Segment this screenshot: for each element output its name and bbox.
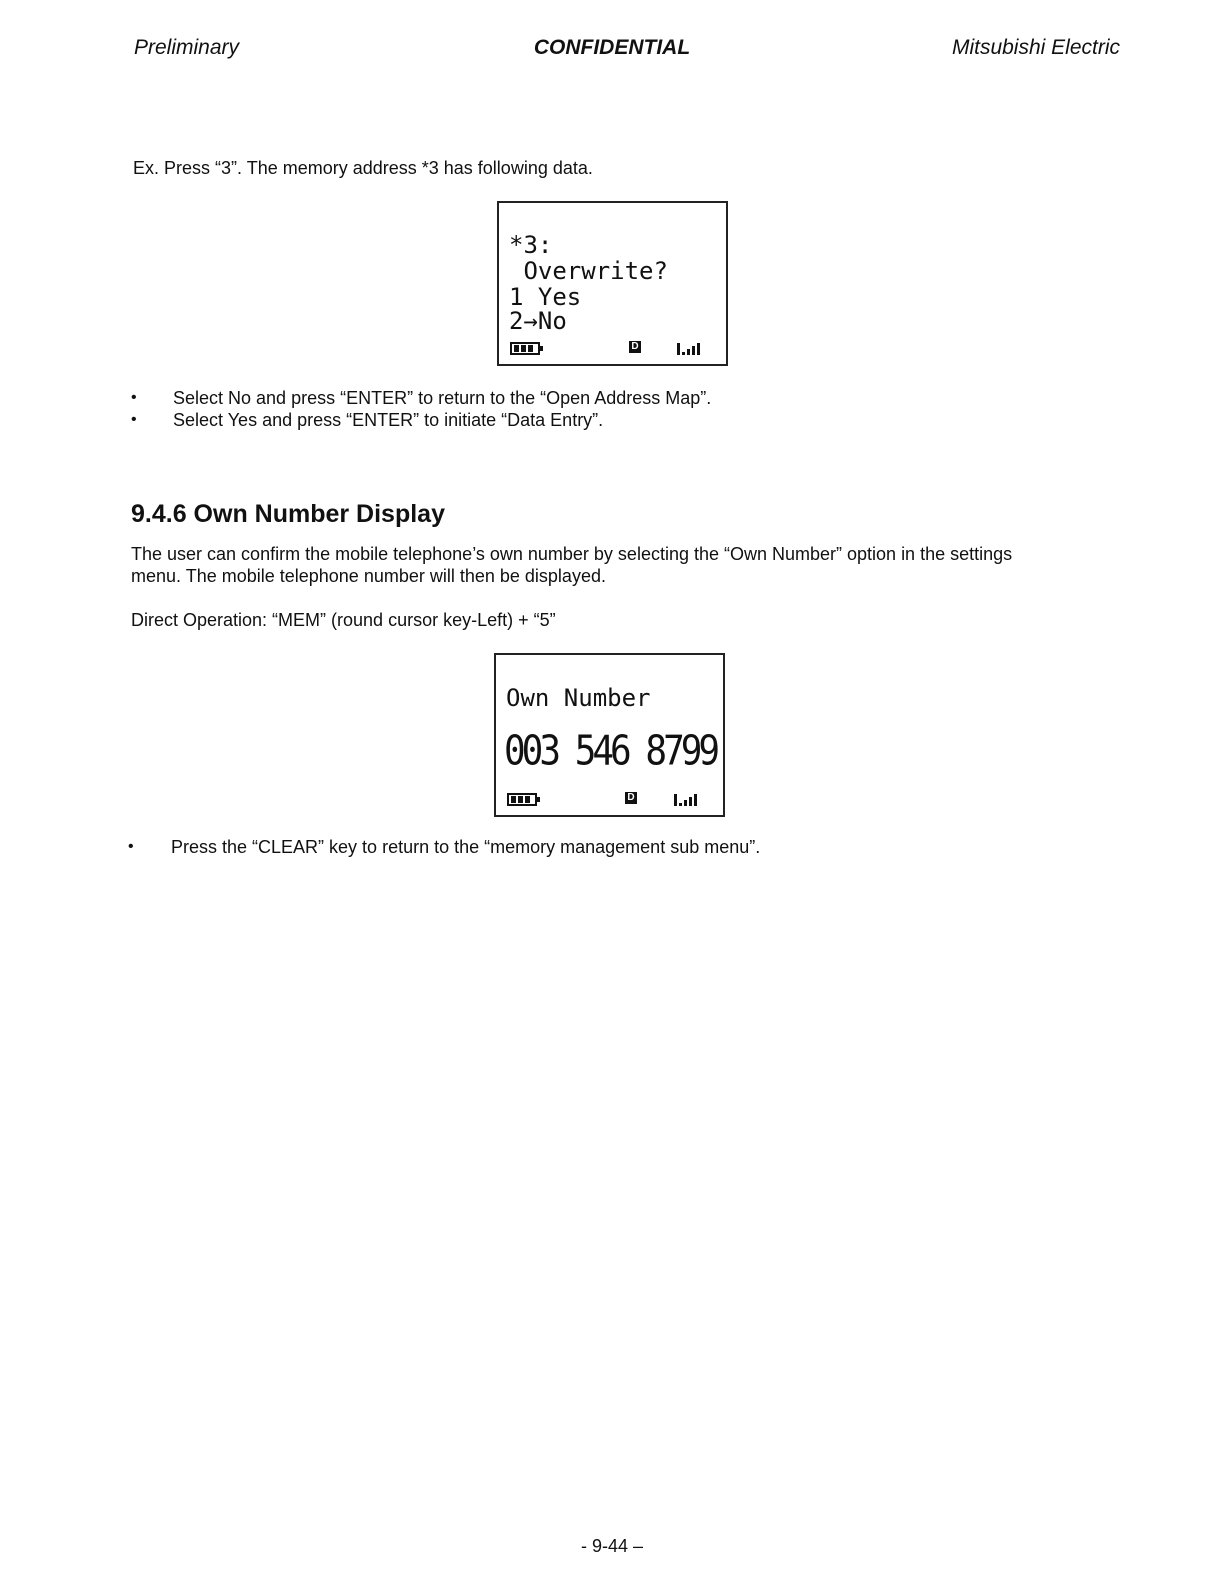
section-heading: 9.4.6 Own Number Display bbox=[131, 500, 445, 528]
lcd-line-address: *3: bbox=[509, 231, 553, 259]
lcd-overwrite-screen bbox=[497, 201, 728, 366]
signal-strength-icon bbox=[674, 791, 699, 806]
header-preliminary: Preliminary bbox=[134, 36, 240, 59]
direct-operation-text: Direct Operation: “MEM” (round cursor key-Left) + “5” bbox=[131, 610, 556, 630]
bullet-marker: • bbox=[131, 389, 137, 406]
bullet-select-no: Select No and press “ENTER” to return to the “Open Address Map”. bbox=[173, 388, 712, 408]
lcd-status-bar bbox=[496, 791, 723, 807]
data-mode-icon: D bbox=[629, 341, 641, 353]
battery-icon bbox=[507, 793, 537, 806]
data-mode-icon: D bbox=[625, 792, 637, 804]
battery-icon bbox=[510, 342, 540, 355]
lcd-status-bar bbox=[499, 340, 726, 356]
bullet-press-clear: Press the “CLEAR” key to return to the “memory management sub menu”. bbox=[171, 837, 761, 857]
header-company: Mitsubishi Electric bbox=[951, 36, 1120, 59]
header-confidential: CONFIDENTIAL bbox=[533, 36, 691, 59]
lcd-line-overwrite: Overwrite? bbox=[509, 257, 668, 285]
bullet-marker: • bbox=[128, 838, 134, 855]
intro-text: Ex. Press “3”. The memory address *3 has following data. bbox=[133, 158, 593, 178]
lcd-title-own-number: Own Number bbox=[506, 684, 651, 712]
signal-strength-icon bbox=[677, 340, 702, 355]
section-paragraph: The user can confirm the mobile telephone’s own number by selecting the “Own Number” option in the settings menu. The mobile telephone number will then be displayed. bbox=[131, 544, 1013, 586]
lcd-own-number-screen bbox=[494, 653, 725, 817]
lcd-line-yes: 1 Yes bbox=[509, 283, 582, 311]
bullet-select-yes: Select Yes and press “ENTER” to initiate “Data Entry”. bbox=[173, 410, 604, 430]
page-number: - 9-44 – bbox=[580, 1536, 644, 1556]
lcd-line-no: 2→No bbox=[509, 307, 567, 335]
bullet-marker: • bbox=[131, 411, 137, 428]
lcd-phone-number: 003 546 8799 bbox=[504, 727, 717, 775]
